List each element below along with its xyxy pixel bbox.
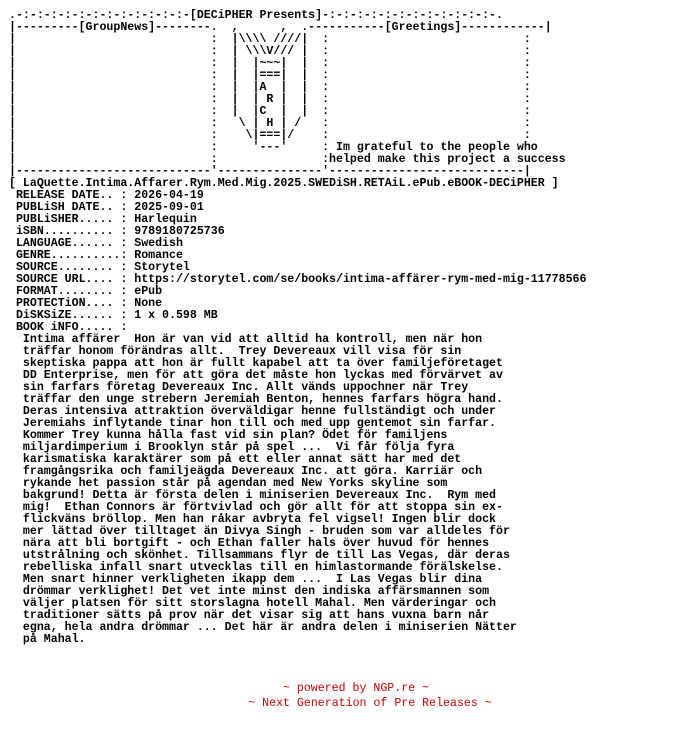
- nfo-line: |----------------------------'---------------'----------------------------|: [9, 165, 531, 178]
- nfo-line: | : | |C | | : :: [9, 105, 531, 118]
- nfo-line: iSBN.......... : 9789180725736: [9, 225, 225, 238]
- nfo-line: | : '---' : Im grateful to the people who: [9, 141, 538, 154]
- nfo-line: utstrålning och skönhet. Tillsammans flyr de till Las Vegas, där deras: [9, 549, 510, 562]
- nfo-line: träffar honom förändras allt. Trey Devereaux vill visa för sin: [9, 345, 462, 358]
- nfo-line: | : | \\\V/// | : :: [9, 45, 531, 58]
- nfo-line: GENRE..........: Romance: [9, 249, 183, 262]
- nfo-text: [9, 10, 586, 646]
- nfo-line: | : |\\\\ ////| : :: [9, 33, 531, 46]
- nfo-line: träffar den unge strebern Jeremiah Benton, hennes farfars högra hand.: [9, 393, 503, 406]
- nfo-line: Kommer Trey kunna hålla fast vid sin plan? Ödet för familjens: [9, 429, 448, 442]
- nfo-line: SOURCE URL.... : https://storytel.com/se/books/intima-affärer-rym-med-mig-11778566: [9, 273, 587, 286]
- nfo-line: PUBLiSHER..... : Harlequin: [9, 213, 197, 226]
- nfo-line: karismatiska karaktärer som på ett eller annat sätt har med det: [9, 453, 462, 466]
- nfo-line: traditioner sätts på prov när det visar sig att hans vuxna barn når: [9, 609, 490, 622]
- footer-powered-by: ~ powered by NGP.re ~: [282, 682, 430, 695]
- nfo-line: | : :helped make this project a success: [9, 153, 566, 166]
- nfo-line: DD Enterprise, men för att göra det måste hon lyckas med förvärvet av: [9, 369, 503, 382]
- nfo-line: Intima affärer Hon är van vid att alltid ha kontroll, men när hon: [9, 333, 483, 346]
- nfo-line: RELEASE DATE.. : 2026-04-19: [9, 189, 204, 202]
- nfo-line: mer lättad över tilltaget än Divya Singh - bruden som var alldeles för: [9, 525, 510, 538]
- nfo-line: |---------[GroupNews]--------. , , .-----------[Greetings]------------|: [9, 21, 552, 34]
- nfo-line: mig! Ethan Connors är förtvivlad och gör allt för att stoppa sin ex-: [9, 501, 503, 514]
- nfo-line: miljardimperium i Brooklyn står på spel ... Vi får följa fyra: [9, 441, 455, 454]
- nfo-line: Jeremiahs inflytande tinar hon till och med upp gentemot sin farfar.: [9, 417, 497, 430]
- nfo-line: | : \|===|/ : :: [9, 129, 531, 142]
- nfo-line: | : | |A | | : :: [9, 81, 531, 94]
- nfo-line: framgångsrika och familjeägda Devereaux Inc. att göra. Karriär och: [9, 465, 483, 478]
- nfo-line: sin farfars företag Devereaux Inc. Allt vänds uppochner när Trey: [9, 381, 469, 394]
- nfo-line: flickväns bröllop. Men han råkar avbryta fel vigsel! Ingen blir dock: [9, 513, 497, 526]
- nfo-line: | : | |===| | : :: [9, 69, 531, 82]
- nfo-line: BOOK iNFO..... :: [9, 321, 128, 334]
- nfo-line: rebelliska infall snart utvecklas till en himlastormande förälskelse.: [9, 561, 503, 574]
- nfo-line: på Mahal.: [9, 633, 86, 646]
- nfo-line: bakgrund! Detta är första delen i miniserien Devereaux Inc. Rym med: [9, 489, 497, 502]
- nfo-line: skeptiska pappa att hon är fullt kapabel att ta över familjeföretaget: [9, 357, 503, 370]
- nfo-line: Men snart hinner verkligheten ikapp dem ... I Las Vegas blir dina: [9, 573, 483, 586]
- nfo-line: [ LaQuette.Intima.Affarer.Rym.Med.Mig.2025.SWEDiSH.RETAiL.ePub.eBOOK-DECiPHER ]: [9, 177, 559, 190]
- nfo-line: .-:-:-:-:-:-:-:-:-:-:-:-:-[DECiPHER Presents]-:-:-:-:-:-:-:-:-:-:-:-:-.: [9, 9, 503, 22]
- nfo-line: väljer platsen för sitt storslagna hotell Mahal. Men värderingar och: [9, 597, 497, 610]
- nfo-line: LANGUAGE...... : Swedish: [9, 237, 183, 250]
- nfo-line: | : | | R | | : :: [9, 93, 531, 106]
- nfo-line: rykande het passion står på agendan med New Yorks skyline som: [9, 477, 448, 490]
- nfo-line: PUBLiSH DATE.. : 2025-09-01: [9, 201, 204, 214]
- nfo-line: | : \ | H | / : :: [9, 117, 531, 130]
- nfo-line: | : | |~~~| | : :: [9, 57, 531, 70]
- nfo-line: FORMAT........ : ePub: [9, 285, 163, 298]
- footer-tagline: ~ Next Generation of Pre Releases ~: [248, 697, 492, 710]
- nfo-line: PROTECTiON.... : None: [9, 297, 163, 310]
- nfo-line: nära att bli bortgift - och Ethan faller hals över huvud för hennes: [9, 537, 490, 550]
- nfo-line: DiSKSiZE...... : 1 x 0.598 MB: [9, 309, 218, 322]
- nfo-line: egna, hela andra drömmar ... Det här är andra delen i miniserien Nätter: [9, 621, 517, 634]
- nfo-line: SOURCE........ : Storytel: [9, 261, 190, 274]
- nfo-line: Deras intensiva attraktion överväldigar henne fullständigt och under: [9, 405, 497, 418]
- nfo-line: drömmar verklighet! Det vet inte minst den indiska affärsmannen som: [9, 585, 490, 598]
